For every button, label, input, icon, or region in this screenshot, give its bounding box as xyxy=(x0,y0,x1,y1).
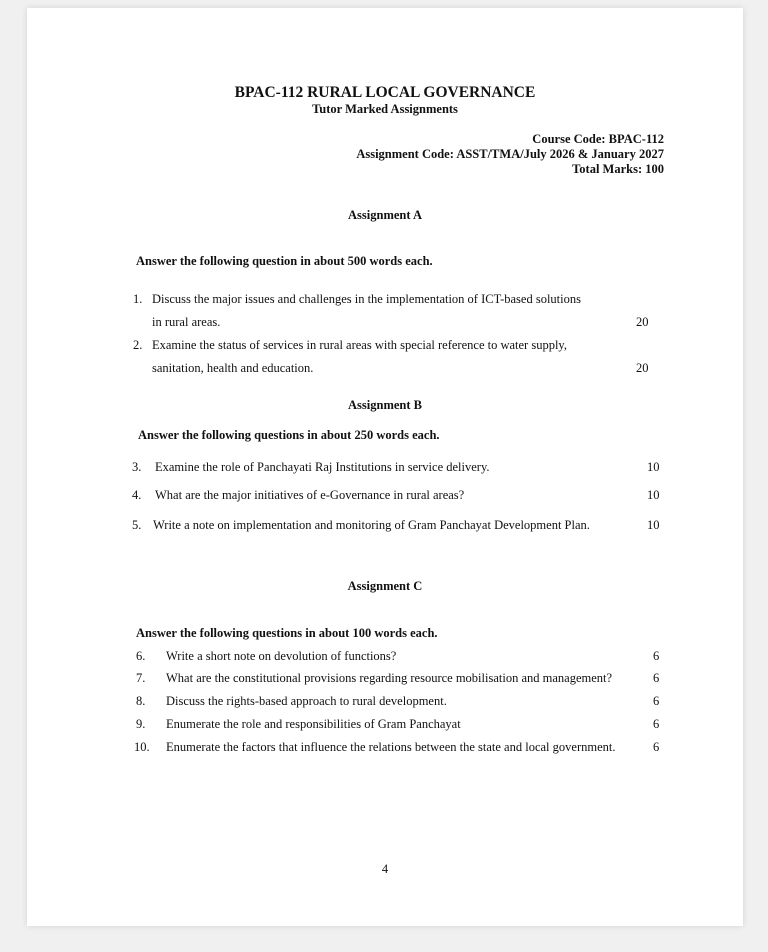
question-marks: 10 xyxy=(647,460,660,474)
document-page xyxy=(27,8,743,926)
question-text: Enumerate the role and responsibilities of Gram Panchayat xyxy=(166,717,461,731)
section-title-a: Assignment A xyxy=(348,208,422,222)
question-number: 9. xyxy=(136,717,146,731)
question-text: Examine the status of services in rural areas with special reference to water supply, xyxy=(152,338,567,352)
question-text: What are the constitutional provisions regarding resource mobilisation and management? xyxy=(166,671,613,685)
page-number: 4 xyxy=(381,862,389,876)
assignment-code: Assignment Code: ASST/TMA/July 2026 & January 2027 xyxy=(356,147,664,161)
question-text: What are the major initiatives of e-Governance in rural areas? xyxy=(155,488,465,502)
document-subtitle: Tutor Marked Assignments xyxy=(312,102,458,116)
section-instruction-a: Answer the following question in about 500 words each. xyxy=(136,254,433,268)
question-number: 2. xyxy=(133,338,143,352)
question-marks: 6 xyxy=(653,740,660,754)
document-title: BPAC-112 RURAL LOCAL GOVERNANCE xyxy=(234,84,536,101)
question-marks: 6 xyxy=(653,649,660,663)
question-marks: 20 xyxy=(636,315,649,329)
question-number: 1. xyxy=(133,292,143,306)
question-marks: 20 xyxy=(636,361,649,375)
question-text: Examine the role of Panchayati Raj Institutions in service delivery. xyxy=(155,460,490,474)
question-text: Enumerate the factors that influence the relations between the state and local government. xyxy=(166,740,616,754)
question-number: 8. xyxy=(136,694,146,708)
section-title-c: Assignment C xyxy=(347,579,423,593)
question-number: 3. xyxy=(132,460,142,474)
section-instruction-b: Answer the following questions in about 250 words each. xyxy=(138,428,440,442)
section-instruction-c: Answer the following questions in about 100 words each. xyxy=(136,626,438,640)
section-title-b: Assignment B xyxy=(348,398,422,412)
question-marks: 10 xyxy=(647,488,660,502)
question-number: 5. xyxy=(132,518,142,532)
question-text: Discuss the rights-based approach to rural development. xyxy=(166,694,447,708)
question-text: Write a note on implementation and monitoring of Gram Panchayat Development Plan. xyxy=(153,518,590,532)
question-number: 10. xyxy=(134,740,150,754)
question-text: Discuss the major issues and challenges in the implementation of ICT-based solutions xyxy=(152,292,581,306)
total-marks: Total Marks: 100 xyxy=(572,162,664,176)
question-marks: 6 xyxy=(653,671,660,685)
question-text-cont: in rural areas. xyxy=(152,315,221,329)
question-marks: 6 xyxy=(653,717,660,731)
question-marks: 10 xyxy=(647,518,660,532)
course-code: Course Code: BPAC-112 xyxy=(532,132,664,146)
question-marks: 6 xyxy=(653,694,660,708)
question-number: 7. xyxy=(136,671,146,685)
question-number: 4. xyxy=(132,488,142,502)
question-number: 6. xyxy=(136,649,146,663)
question-text-cont: sanitation, health and education. xyxy=(152,361,314,375)
question-text: Write a short note on devolution of functions? xyxy=(166,649,397,663)
